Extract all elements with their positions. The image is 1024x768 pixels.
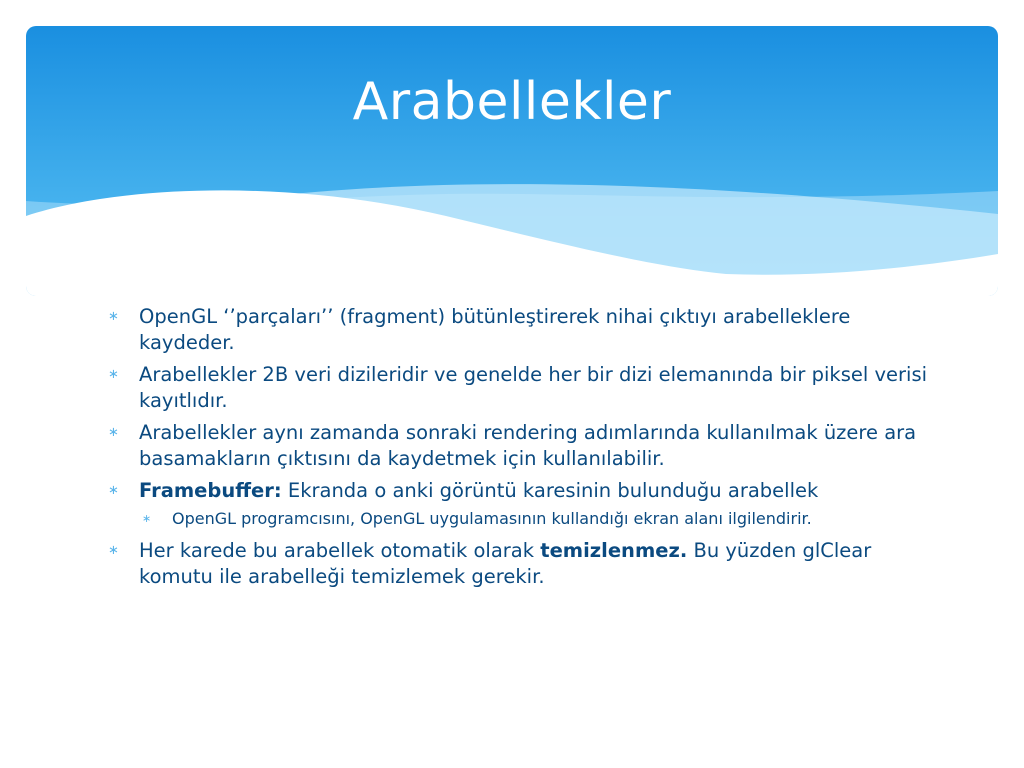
bullet-asterisk-icon: ∗ <box>108 425 119 440</box>
bullet-item <box>108 478 928 504</box>
bullet-item <box>108 304 928 356</box>
bullet-list <box>108 304 928 596</box>
sub-bullet-text: OpenGL programcısını, OpenGL uygulamasının kullandığı ekran alanı ilgilendirir. <box>172 509 812 528</box>
bullet-asterisk-icon: ∗ <box>108 309 119 324</box>
header-wave-graphic <box>26 26 998 296</box>
bullet-item <box>108 362 928 414</box>
bullet-bold-term: Framebuffer: <box>139 479 282 502</box>
bullet-text: OpenGL ‘’parçaları’’ (fragment) bütünleştirerek nihai çıktıyı arabelleklere kaydeder. <box>139 305 851 354</box>
bullet-asterisk-icon: ∗ <box>108 367 119 382</box>
bullet-text: Bu yüzden glClear komutu ile arabelleği temizlemek gerekir. <box>139 539 872 588</box>
sub-bullet-item <box>108 508 928 530</box>
header-banner <box>26 26 998 296</box>
bullet-item <box>108 420 928 472</box>
bullet-item <box>108 538 928 590</box>
bullet-text: Her karede bu arabellek otomatik olarak <box>139 539 541 562</box>
bullet-bold-term: temizlenmez. <box>540 539 688 562</box>
bullet-text: Arabellekler 2B veri dizileridir ve genelde her bir dizi elemanında bir piksel verisi kayıtlıdır. <box>139 363 928 412</box>
sub-bullet-asterisk-icon: ∗ <box>142 512 152 525</box>
bullet-asterisk-icon: ∗ <box>108 483 119 498</box>
bullet-text: Ekranda o anki görüntü karesinin bulunduğu arabellek <box>281 479 819 502</box>
slide-title: Arabellekler <box>352 72 672 132</box>
bullet-asterisk-icon: ∗ <box>108 543 119 558</box>
bullet-text: Arabellekler aynı zamanda sonraki rendering adımlarında kullanılmak üzere ara basamakların çıktısını da kaydetmek için kullanılabilir. <box>139 421 917 470</box>
